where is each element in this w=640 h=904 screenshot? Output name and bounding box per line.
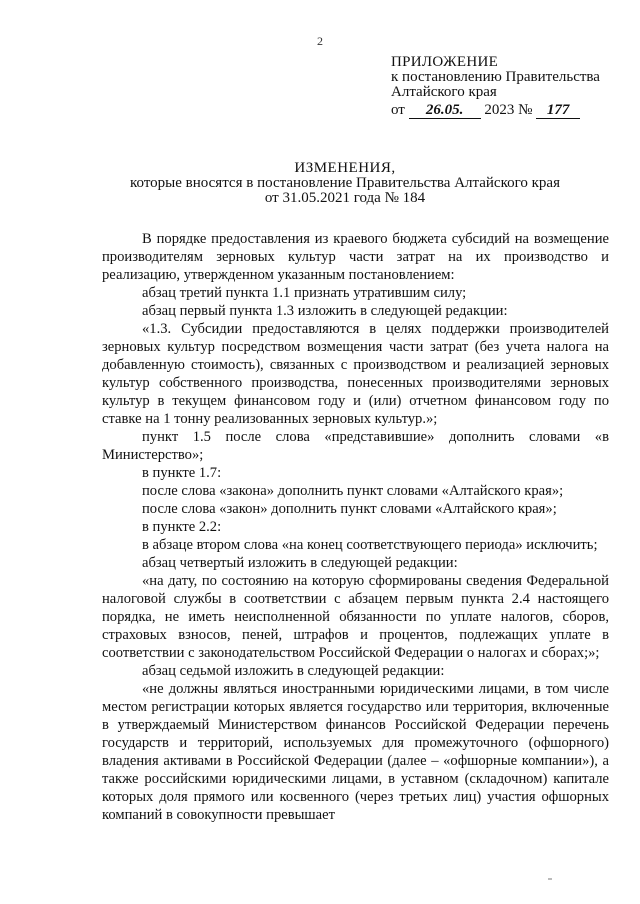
paragraph: в пункте 1.7: xyxy=(142,465,222,481)
number-value: 177 xyxy=(536,103,580,119)
paragraph: абзац седьмой изложить в следующей редакции: xyxy=(142,663,445,679)
paragraph: абзац первый пункта 1.3 изложить в следующей редакции: xyxy=(142,303,508,319)
paragraph: «не должны являться иностранными юридическими лицами, в том числе местом регистрации которых является государство или территория, включенные в утверждаемый Министерством финансов Российской Федерации перечень государств и территорий, используемых для промежуточного (офшорного) владения активами в Российской Федерации (далее – «офшорные компании»), а также российскими юридическими лицами, в уставном (складочном) капитале которых доля прямого или косвенного (через третьих лиц) участия офшорных компаний в совокупности превышает xyxy=(102,681,609,823)
appendix-line-1: к постановлению Правительства xyxy=(391,69,600,85)
page-number: 2 xyxy=(317,34,323,48)
changes-subtitle-2: от 31.05.2021 года № 184 xyxy=(264,190,426,206)
number-sign: № xyxy=(518,102,533,118)
document-body xyxy=(102,230,609,824)
changes-title: ИЗМЕНЕНИЯ, xyxy=(294,160,396,176)
appendix-date-line xyxy=(391,103,631,119)
paragraph: после слова «закон» дополнить пункт словами «Алтайского края»; xyxy=(142,501,557,517)
date-value: 26.05. xyxy=(409,103,481,119)
date-prefix: от xyxy=(391,102,405,118)
appendix-block xyxy=(391,55,631,119)
date-year: 2023 xyxy=(484,102,515,118)
paragraph: «1.3. Субсидии предоставляются в целях поддержки производителей зерновых культур посредством возмещения части затрат (без учета налога на добавленную стоимость), связанных с производством и реализацией зерновых культур собственного производства, понесенных производителями зерновых культур в текущем финансовом году и (или) отчетном финансовом году по ставке на 1 тонну реализованных зерновых культур.»; xyxy=(102,321,609,427)
changes-header xyxy=(90,161,600,206)
scan-speck xyxy=(548,878,552,880)
changes-subtitle-1: которые вносятся в постановление Правительства Алтайского края xyxy=(129,175,560,191)
paragraph: абзац третий пункта 1.1 признать утратившим силу; xyxy=(142,285,467,301)
appendix-line-2: Алтайского края xyxy=(391,84,497,100)
paragraph: в абзаце втором слова «на конец соответствующего периода» исключить; xyxy=(142,537,598,553)
paragraph: «на дату, по состоянию на которую сформированы сведения Федеральной налоговой службы в соответствии с абзацем первым пункта 2.4 настоящего порядка, не иметь неисполненной обязанности по уплате налогов, сборов, страховых взносов, пеней, штрафов и процентов, подлежащих уплате в соответствии с законодательством Российской Федерации о налогах и сборах;»; xyxy=(102,573,609,661)
paragraph: абзац четвертый изложить в следующей редакции: xyxy=(142,555,458,571)
paragraph: после слова «закона» дополнить пункт словами «Алтайского края»; xyxy=(142,483,564,499)
paragraph: В порядке предоставления из краевого бюджета субсидий на возмещение производителям зерновых культур части затрат на их производство и реализацию, утвержденном указанным постановлением: xyxy=(102,231,609,283)
paragraph: в пункте 2.2: xyxy=(142,519,222,535)
paragraph: пункт 1.5 после слова «представившие» дополнить словами «в Министерство»; xyxy=(102,429,609,463)
appendix-title: ПРИЛОЖЕНИЕ xyxy=(391,54,499,70)
